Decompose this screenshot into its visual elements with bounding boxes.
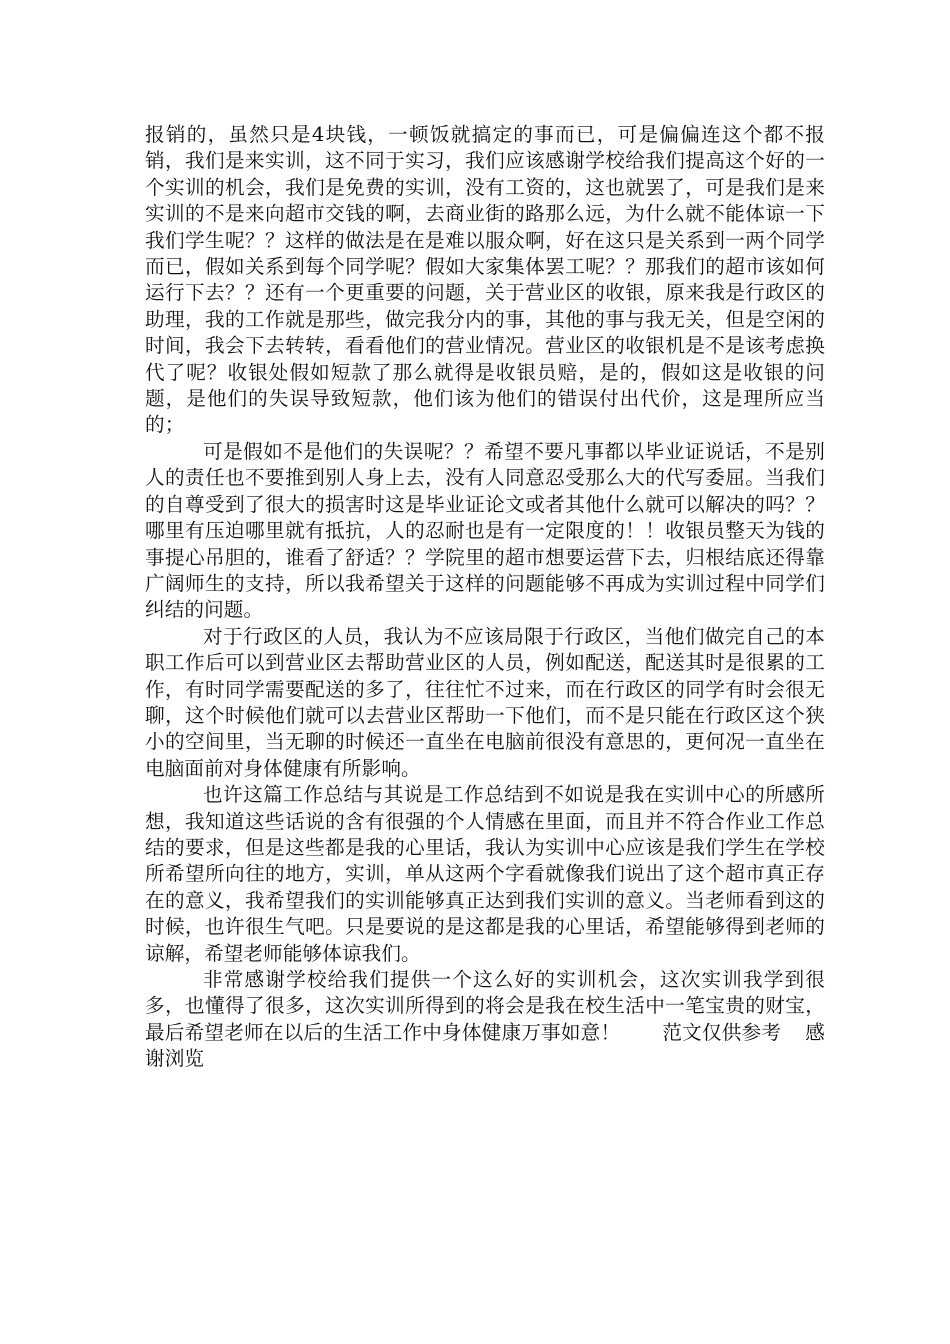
document-body [145, 122, 825, 1073]
paragraph-3: 对于行政区的人员，我认为不应该局限于行政区，当他们做完自己的本职工作后可以到营业区去帮助营业区的人员，例如配送，配送其时是很累的工作，有时同学需要配送的多了，往往忙不过来，而在行政区的同学有时会很无聊，这个时候他们就可以去营业区帮助一下他们，而不是只能在行政区这个狭小的空间里，当无聊的时候还一直坐在电脑前很没有意思的，更何况一直坐在电脑面前对身体健康有所影响。 [145, 624, 825, 780]
closing-note-reference: 范文仅供参考 [662, 1020, 782, 1044]
paragraph-1: 报销的，虽然只是4块钱，一顿饭就搞定的事而已，可是偏偏连这个都不报销，我们是来实训，这不同于实习，我们应该感谢学校给我们提高这个好的一个实训的机会，我们是免费的实训，没有工资的，这也就罢了，可是我们是来实训的不是来向超市交钱的啊，去商业街的路那么远，为什么就不能体谅一下我们学生呢？？这样的做法是在是难以服众啊，好在这只是关系到一两个同学而已，假如关系到每个同学呢？假如大家集体罢工呢？？那我们的超市该如何运行下去？？还有一个更重要的问题，关于营业区的收银，原来我是行政区的助理，我的工作就是那些，做完我分内的事，其他的事与我无关，但是空闲的时间，我会下去转转，看看他们的营业情况。营业区的收银机是不是该考虑换代了呢？收银处假如短款了那么就得是收银员赔，是的，假如这是收银的问题，是他们的失误导致短款，他们该为他们的错误付出代价，这是理所应当的； [145, 123, 825, 437]
closing-note-thanks: 感谢浏览 [145, 1020, 825, 1071]
paragraph-2: 可是假如不是他们的失误呢？？希望不要凡事都以毕业证说话，不是别人的责任也不要推到别人身上去，没有人同意忍受那么大的代写委屈。当我们的自尊受到了很大的损害时这是毕业证论文或者其他什么就可以解决的吗？？哪里有压迫哪里就有抵抗，人的忍耐也是有一定限度的！！收银员整天为钱的事提心吊胆的，谁看了舒适？？学院里的超市想要运营下去，归根结底还得靠广阔师生的支持，所以我希望关于这样的问题能够不再成为实训过程中同学们纠结的问题。 [145, 439, 825, 622]
paragraph-5 [145, 967, 825, 1073]
paragraph-4: 也许这篇工作总结与其说是工作总结到不如说是我在实训中心的所感所想，我知道这些话说的含有很强的个人情感在里面，而且并不符合作业工作总结的要求，但是这些都是我的心里话，我认为实训中心应该是我们学生在学校所希望所向往的地方，实训，单从这两个字看就像我们说出了这个超市真正存在的意义，我希望我们的实训能够真正达到我们实训的意义。当老师看到这的时候，也许很生气吧。只是要说的是这都是我的心里话，希望能够得到老师的谅解，希望老师能够体谅我们。 [145, 783, 825, 965]
paragraph-5-text: 非常感谢学校给我们提供一个这么好的实训机会，这次实训我学到很多，也懂得了很多，这次实训所得到的将会是我在校生活中一笔宝贵的财宝，最后希望老师在以后的生活工作中身体健康万事如意！ [145, 968, 825, 1044]
